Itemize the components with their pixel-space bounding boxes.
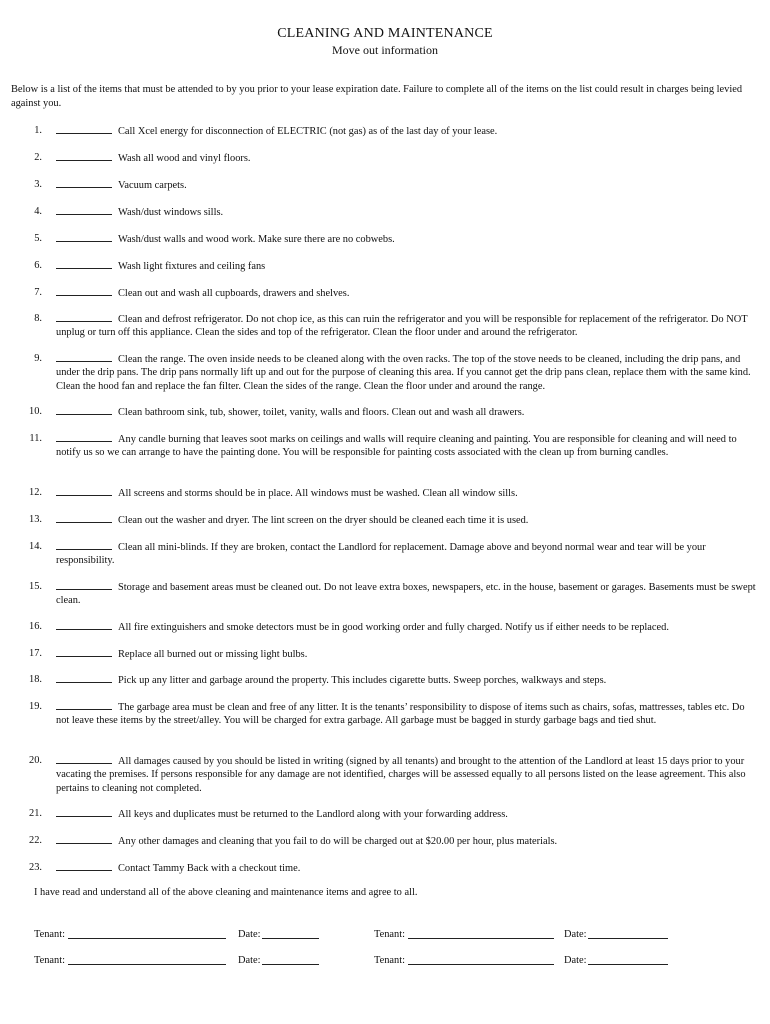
item-body: [56, 352, 760, 393]
item-body: [56, 151, 760, 165]
item-number: 4.: [34, 206, 42, 217]
item-body: [56, 620, 760, 634]
item-body: [56, 312, 760, 340]
item-text: Any other damages and cleaning that you fail to do will be charged out at $20.00 per hour, plus materials.: [118, 836, 558, 847]
item-text: Wash/dust windows sills.: [118, 207, 224, 218]
initial-blank-line[interactable]: [56, 834, 112, 844]
item-text: Wash light fixtures and ceiling fans: [118, 261, 266, 272]
item-body: [56, 861, 760, 875]
item-number: 20.: [29, 755, 42, 766]
initial-blank-line[interactable]: [56, 205, 112, 215]
item-text: Pick up any litter and garbage around the property. This includes cigarette butts. Sweep porches, walkways and steps.: [118, 675, 607, 686]
item-number: 21.: [29, 808, 42, 819]
item-text: Call Xcel energy for disconnection of ELECTRIC (not gas) as of the last day of your lease.: [118, 126, 498, 137]
item-text: Wash all wood and vinyl floors.: [118, 153, 251, 164]
tenant-label: Tenant:: [374, 955, 406, 966]
item-number: 16.: [29, 621, 42, 632]
item-number: 11.: [29, 433, 42, 444]
date-line[interactable]: [262, 954, 319, 969]
initial-blank-line[interactable]: [56, 432, 112, 442]
item-number: 6.: [34, 260, 42, 271]
item-text: Clean bathroom sink, tub, shower, toilet, vanity, walls and floors. Clean out and wash all drawers.: [118, 407, 525, 418]
initial-blank-line[interactable]: [56, 513, 112, 523]
item-body: [56, 647, 760, 661]
tenant-signature-line[interactable]: [68, 954, 226, 969]
item-number: 15.: [29, 581, 42, 592]
item-number: 8.: [34, 313, 42, 324]
item-body: [56, 405, 760, 419]
item-text: Clean and defrost refrigerator. Do not chop ice, as this can ruin the refrigerator and you will be responsible for replacement of the refrigerator. Do NOT unplug or turn off this appliance. Clean the sides and top of the refrigerator. Clean the floor under and around the refrigerator.: [56, 314, 748, 339]
initial-blank-line[interactable]: [56, 486, 112, 496]
item-body: [56, 807, 760, 821]
item-text: Any candle burning that leaves soot marks on ceilings and walls will require cleaning and painting. You are responsible for cleaning and will need to notify us so we can arrange to have the painting done. You will be responsible for painting costs associated with the clean up from burning candles.: [56, 434, 737, 459]
item-body: [56, 124, 760, 138]
initial-blank-line[interactable]: [56, 620, 112, 630]
initial-blank-line[interactable]: [56, 647, 112, 657]
initial-blank-line[interactable]: [56, 405, 112, 415]
item-number: 19.: [29, 701, 42, 712]
item-text: All screens and storms should be in place. All windows must be washed. Clean all window sills.: [118, 488, 518, 499]
item-text: All keys and duplicates must be returned to the Landlord along with your forwarding address.: [118, 809, 508, 820]
initial-blank-line[interactable]: [56, 259, 112, 269]
date-label: Date:: [238, 929, 261, 940]
initial-blank-line[interactable]: [56, 754, 112, 764]
initial-blank-line[interactable]: [56, 286, 112, 296]
item-text: Vacuum carpets.: [118, 180, 187, 191]
item-number: 13.: [29, 514, 42, 525]
initial-blank-line[interactable]: [56, 232, 112, 242]
item-text: Clean out the washer and dryer. The lint screen on the dryer should be cleaned each time it is used.: [118, 515, 529, 526]
date-line[interactable]: [588, 954, 668, 969]
initial-blank-line[interactable]: [56, 673, 112, 683]
acknowledgement-statement: I have read and understand all of the above cleaning and maintenance items and agree to all.: [34, 887, 418, 898]
initial-blank-line[interactable]: [56, 807, 112, 817]
item-number: 17.: [29, 648, 42, 659]
item-body: [56, 513, 760, 527]
document-subtitle: Move out information: [332, 43, 438, 57]
initial-blank-line[interactable]: [56, 540, 112, 550]
initial-blank-line[interactable]: [56, 861, 112, 871]
item-body: [56, 286, 760, 300]
initial-blank-line[interactable]: [56, 312, 112, 322]
item-body: [56, 673, 760, 687]
item-number: 18.: [29, 674, 42, 685]
item-body: [56, 754, 760, 795]
date-label: Date:: [238, 955, 261, 966]
signature-row-1: [0, 928, 770, 944]
item-text: Contact Tammy Back with a checkout time.: [118, 863, 301, 874]
item-number: 9.: [34, 353, 42, 364]
tenant-label: Tenant:: [34, 955, 66, 966]
intro-paragraph: Below is a list of the items that must be attended to by you prior to your lease expiration date. Failure to complete all of the items on the list could result in charges being levied against you.: [11, 84, 743, 109]
item-text: Clean out and wash all cupboards, drawers and shelves.: [118, 288, 350, 299]
item-body: [56, 259, 760, 273]
item-number: 2.: [34, 152, 42, 163]
item-text: Clean all mini-blinds. If they are broken, contact the Landlord for replacement. Damage above and beyond normal wear and tear will be your responsibility.: [56, 542, 706, 567]
item-text: Wash/dust walls and wood work. Make sure there are no cobwebs.: [118, 234, 395, 245]
item-body: [56, 232, 760, 246]
item-number: 3.: [34, 179, 42, 190]
tenant-signature-line[interactable]: [408, 954, 554, 969]
item-number: 12.: [29, 487, 42, 498]
item-body: [56, 432, 760, 460]
item-body: [56, 700, 760, 728]
tenant-label: Tenant:: [374, 929, 406, 940]
item-body: [56, 834, 760, 848]
item-text: All damages caused by you should be listed in writing (signed by all tenants) and brought to the attention of the Landlord at least 15 days prior to your vacating the premises. If persons responsible for any damage are not identified, charges will be assessed equally to all persons listed on the lease agreement. This also pertains to cleaning not completed.: [56, 756, 746, 794]
item-text: The garbage area must be clean and free of any litter. It is the tenants’ responsibility to dispose of items such as chairs, sofas, mattresses, tables etc. Do not leave these items by the street/alley. You will be charged for extra garbage. All garbage must be bagged in sturdy garbage bags and tied shut.: [56, 702, 745, 727]
initial-blank-line[interactable]: [56, 700, 112, 710]
initial-blank-line[interactable]: [56, 352, 112, 362]
item-body: [56, 205, 760, 219]
item-text: Storage and basement areas must be cleaned out. Do not leave extra boxes, newspapers, etc. in the house, basement or garages. Basements must be swept clean.: [56, 582, 756, 607]
item-number: 5.: [34, 233, 42, 244]
item-number: 7.: [34, 287, 42, 298]
date-label: Date:: [564, 955, 587, 966]
item-number: 10.: [29, 406, 42, 417]
document-title: CLEANING AND MAINTENANCE: [277, 26, 493, 41]
item-body: [56, 178, 760, 192]
date-label: Date:: [564, 929, 587, 940]
tenant-signature-line[interactable]: [408, 928, 554, 943]
item-text: Clean the range. The oven inside needs to be cleaned along with the oven racks. The top of the stove needs to be cleaned, including the drip pans, and under the drip pans. The drip pans normally lift up and out for the purpose of cleaning this area. If you cannot get the drip pans clean, replace them with the same kind. Clean the hood fan and replace the fan filter. Clean the sides of the range. Clean the floor under and around the range.: [56, 354, 751, 392]
item-number: 22.: [29, 835, 42, 846]
item-text: All fire extinguishers and smoke detectors must be in good working order and fully charged. Notify us if either needs to be replaced.: [118, 622, 669, 633]
item-text: Replace all burned out or missing light bulbs.: [118, 649, 308, 660]
item-body: [56, 540, 760, 568]
initial-blank-line[interactable]: [56, 178, 112, 188]
date-line[interactable]: [262, 928, 319, 943]
item-body: [56, 486, 760, 500]
tenant-signature-line[interactable]: [68, 928, 226, 943]
signature-row-2: [0, 954, 770, 970]
date-line[interactable]: [588, 928, 668, 943]
initial-blank-line[interactable]: [56, 580, 112, 590]
item-body: [56, 580, 760, 608]
tenant-label: Tenant:: [34, 929, 66, 940]
initial-blank-line[interactable]: [56, 124, 112, 134]
item-number: 1.: [34, 125, 42, 136]
item-number: 23.: [29, 862, 42, 873]
item-number: 14.: [29, 541, 42, 552]
initial-blank-line[interactable]: [56, 151, 112, 161]
